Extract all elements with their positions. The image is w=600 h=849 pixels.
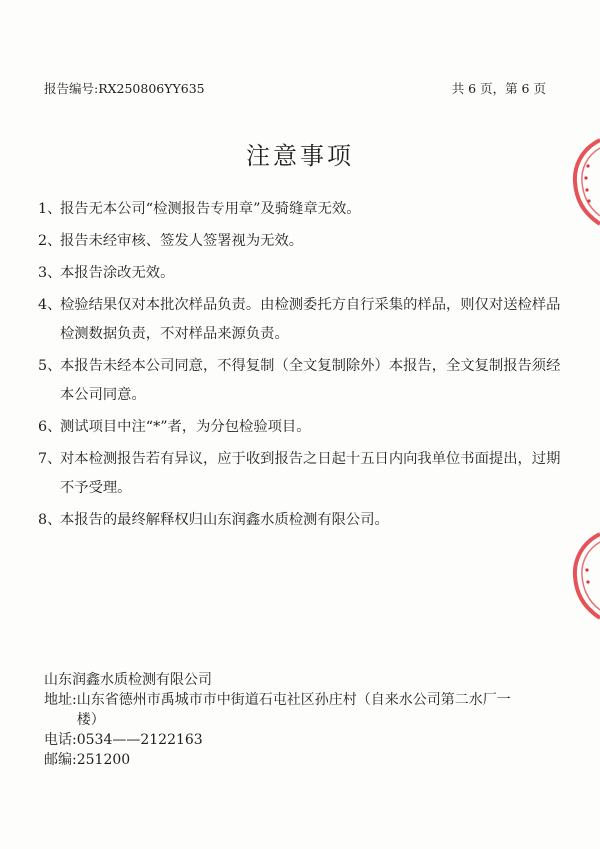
notice-text: 本报告涂改无效。 xyxy=(60,265,175,281)
phone-value: 0534——2122163 xyxy=(76,732,203,748)
notice-item xyxy=(38,445,563,503)
company-name: 山东润鑫水质检测有限公司 xyxy=(44,672,212,688)
report-number: 报告编号:RX250806YY635 xyxy=(44,81,205,96)
page-indicator: 共 6 页，第 6 页 xyxy=(451,81,546,96)
company-footer xyxy=(44,670,514,770)
notice-item xyxy=(38,195,563,224)
seam-seal-icon xyxy=(566,138,600,226)
notice-item xyxy=(38,506,563,535)
postcode-value: 251200 xyxy=(76,752,131,768)
notice-text: 检验结果仅对本批次样品负责。由检测委托方自行采集的样品，则仅对送检样品检测数据负责，不对样品来源负责。 xyxy=(60,297,561,342)
notice-text: 测试项目中注“*”者，为分包检验项目。 xyxy=(60,419,311,435)
notice-number: 1、 xyxy=(38,201,62,217)
notice-item xyxy=(38,291,563,349)
postcode-row xyxy=(44,750,514,770)
notice-number: 3、 xyxy=(38,265,62,281)
notice-item xyxy=(38,413,563,442)
notice-number: 6、 xyxy=(38,419,62,435)
notice-item xyxy=(38,352,563,410)
page-title: 注意事项 xyxy=(246,142,354,170)
notice-text: 对本检测报告若有异议，应于收到报告之日起十五日内向我单位书面提出，过期不予受理。 xyxy=(60,451,561,496)
notice-number: 8、 xyxy=(38,512,62,528)
notice-text: 报告无本公司“检测报告专用章”及骑缝章无效。 xyxy=(60,201,361,217)
notice-item xyxy=(38,259,563,288)
notice-item xyxy=(38,227,563,256)
notice-text: 本报告的最终解释权归山东润鑫水质检测有限公司。 xyxy=(60,512,389,528)
phone-label: 电话: xyxy=(44,732,77,748)
notice-number: 4、 xyxy=(38,297,62,313)
notice-number: 2、 xyxy=(38,233,62,249)
address-row xyxy=(44,690,514,730)
seam-seal-icon xyxy=(566,532,600,620)
address-label: 地址: xyxy=(44,692,77,708)
address-value: 山东省德州市禹城市市中街道石屯社区孙庄村（自来水公司第二水厂一楼） xyxy=(76,692,511,728)
postcode-label: 邮编: xyxy=(44,752,77,768)
phone-row xyxy=(44,730,514,750)
notice-number: 7、 xyxy=(38,451,62,467)
notice-text: 报告未经审核、签发人签署视为无效。 xyxy=(60,233,304,249)
notice-list xyxy=(38,195,563,538)
notice-number: 5、 xyxy=(38,358,62,374)
notice-text: 本报告未经本公司同意，不得复制（全文复制除外）本报告，全文复制报告须经本公司同意。 xyxy=(60,358,561,403)
